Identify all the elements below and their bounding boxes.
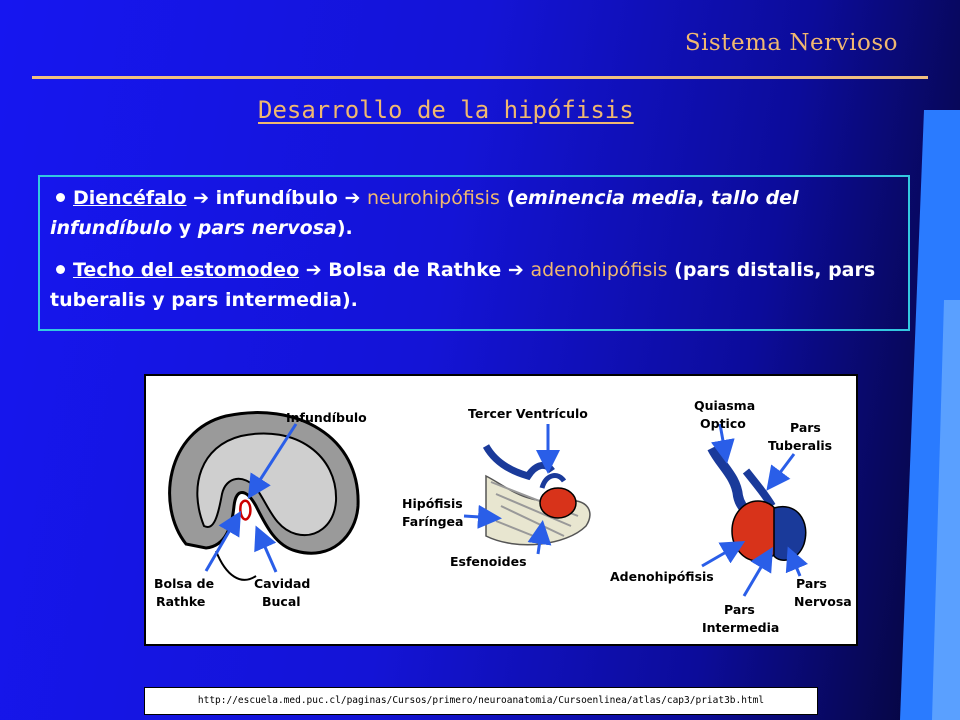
- label-hipofisis-faringea: Faríngea: [402, 514, 464, 529]
- sphenoid-section: [464, 424, 590, 554]
- label-hipofisis-faringea: Hipófisis: [402, 496, 463, 511]
- label-pars-tuberalis: Pars: [790, 420, 821, 435]
- bullet-middle: Bolsa de Rathke: [328, 259, 502, 281]
- bullet-dot-icon: [56, 193, 65, 202]
- section-title: Sistema Nervioso: [684, 30, 898, 56]
- bullet-item: [50, 183, 894, 243]
- label-bolsa-rathke: Rathke: [156, 594, 206, 609]
- source-url[interactable]: http://escuela.med.puc.cl/paginas/Cursos/primero/neuroanatomia/Cursoenlinea/atlas/cap3/priat3b.html: [144, 687, 818, 715]
- content-box: [38, 175, 910, 331]
- label-pars-nervosa: Pars: [796, 576, 827, 591]
- bullet-source: Techo del estomodeo: [73, 259, 300, 281]
- label-infundibulo: Infundíbulo: [286, 410, 367, 425]
- bullet-punct: ,: [697, 187, 711, 209]
- bullet-punct: (: [499, 187, 516, 209]
- label-pars-nervosa: Nervosa: [794, 594, 852, 609]
- label-adenohipofisis: Adenohipófisis: [610, 569, 714, 584]
- slide-title: Desarrollo de la hipófisis: [258, 96, 634, 124]
- arrow-icon: ➔: [193, 187, 210, 209]
- bullet-punct: y: [172, 217, 198, 239]
- embryo-head-section: [170, 413, 358, 580]
- bullet-dot-icon: [56, 265, 65, 274]
- bullet-punct: ).: [336, 217, 353, 239]
- label-esfenoides: Esfenoides: [450, 554, 527, 569]
- arrow-icon: ➔: [305, 259, 322, 281]
- label-bolsa-rathke: Bolsa de: [154, 576, 215, 591]
- label-quiasma-optico: Optico: [700, 416, 746, 431]
- anatomy-illustration: [146, 376, 856, 644]
- header-divider: [32, 76, 928, 79]
- bullet-rest: (pars distalis, pars tuberalis y pars intermedia).: [50, 259, 876, 311]
- label-tercer-ventriculo: Tercer Ventrículo: [468, 406, 588, 421]
- label-pars-intermedia: Pars: [724, 602, 755, 617]
- arrow-icon: ➔: [344, 187, 361, 209]
- label-cavidad-bucal: Bucal: [262, 594, 301, 609]
- label-quiasma-optico: Quiasma: [694, 398, 756, 413]
- arrow-icon: ➔: [507, 259, 524, 281]
- bullet-target: adenohipófisis: [530, 259, 668, 281]
- bullet-item: [50, 255, 894, 315]
- bullet-target: neurohipófisis: [367, 187, 500, 209]
- bullet-part: pars nervosa: [197, 217, 337, 239]
- bullet-part: eminencia media: [515, 187, 698, 209]
- bullet-source: Diencéfalo: [73, 187, 187, 209]
- label-pars-intermedia: Intermedia: [702, 620, 780, 635]
- label-cavidad-bucal: Cavidad: [254, 576, 311, 591]
- hypophysis-development-figure: [144, 374, 858, 646]
- bullet-part: tallo del infundíbulo: [50, 187, 799, 239]
- label-pars-tuberalis: Tuberalis: [768, 438, 833, 453]
- bullet-middle: infundíbulo: [215, 187, 338, 209]
